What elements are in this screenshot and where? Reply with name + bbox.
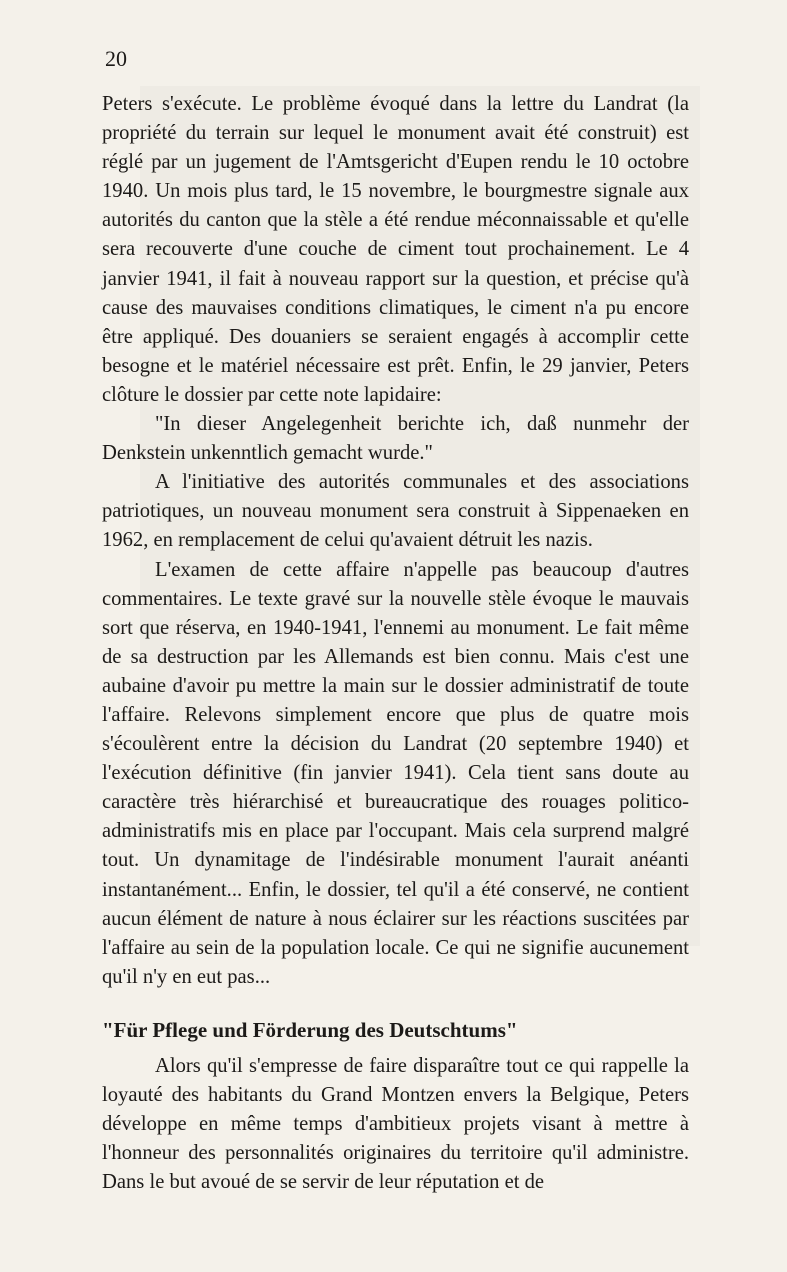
- section-text: [102, 1052, 689, 1197]
- paragraph-3: A l'initiative des autorités communales et des associations patriotiques, un nouveau monument sera construit à Sippenaeken en 1962, en remplacement de celui qu'avaient détruit les nazis.: [102, 471, 689, 552]
- section-paragraph: Alors qu'il s'empresse de faire disparaître tout ce qui rappelle la loyauté des habitants du Grand Montzen envers la Belgique, Peters développe en même temps d'ambitieux projets visant à mettre à l'honneur des personnalités originaires du territoire qu'il administre. Dans le but avoué de se servir de leur réputation et de: [102, 1055, 689, 1194]
- paragraph-4: L'examen de cette affaire n'appelle pas beaucoup d'autres commentaires. Le texte gravé sur la nouvelle stèle évoque le mauvais sort que réserva, en 1940-1941, l'ennemi au monument. Le fait même de sa destruction par les Allemands est bien connu. Mais c'est une aubaine d'avoir pu mettre la main sur le dossier administratif de toute l'affaire. Relevons simplement encore que plus de quatre mois s'écoulèrent entre la décision du Landrat (20 septembre 1940) et l'exécution définitive (fin janvier 1941). Cela tient sans doute au caractère très hiérarchisé et bureaucratique des rouages politico-administratifs mis en place par l'occupant. Mais cela surprend malgré tout. Un dynamitage de l'indésirable monument l'aurait anéanti instantanément... Enfin, le dossier, tel qu'il a été conservé, ne contient aucun élément de nature à nous éclairer sur les réactions suscitées par l'affaire au sein de la population locale. Ce qui ne signifie aucunement qu'il n'y en eut pas...: [102, 558, 689, 988]
- body-text: [102, 90, 689, 992]
- paragraph-1: Peters s'exécute. Le problème évoqué dans la lettre du Landrat (la propriété du terrain sur lequel le monument avait été construit) est réglé par un jugement de l'Amtsgericht d'Eupen rendu le 10 octobre 1940. Un mois plus tard, le 15 novembre, le bourgmestre signale aux autorités du canton que la stèle a été rendue méconnaissable et qu'elle sera recouverte d'une couche de ciment tout prochainement. Le 4 janvier 1941, il fait à nouveau rapport sur la question, et précise qu'à cause des mauvaises conditions climatiques, le ciment n'a pu encore être appliqué. Des douaniers se seraient engagés à accomplir cette besogne et le matériel nécessaire est prêt. Enfin, le 29 janvier, Peters clôture le dossier par cette note lapidaire:: [102, 93, 689, 406]
- page-number: 20: [105, 46, 127, 71]
- german-quote-paragraph: "In dieser Angelegenheit berichte ich, daß nunmehr der Denkstein unkenntlich gemacht wurde.": [102, 413, 689, 465]
- section-heading: "Für Pflege und Förderung des Deutschtums": [102, 1018, 518, 1042]
